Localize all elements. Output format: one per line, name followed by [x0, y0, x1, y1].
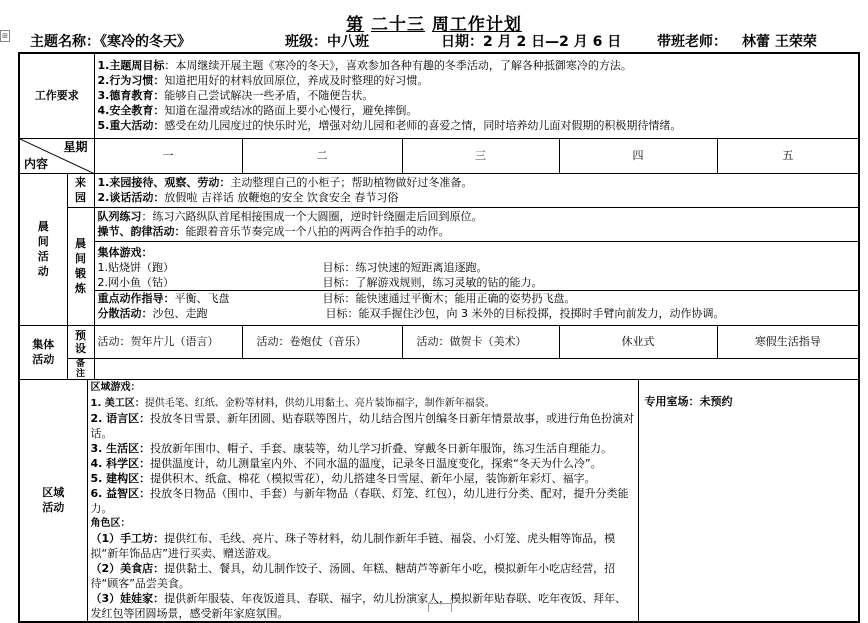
- area-item: 1. 美工区：提供毛笔、红纸、金粉等材料，供幼儿用黏土、亮片装饰福字，制作新年福袋。: [90, 397, 495, 409]
- role-item: （2）美食店：提供黏土、餐具，幼儿制作饺子、汤圆、年糕、糖葫芦等新年小吃，模拟新年小吃店经营，招待“顾客”品尝美食。: [90, 561, 616, 590]
- teacher-names: 林蕾 王荣荣: [742, 34, 817, 50]
- weekday-tuesday: 二: [242, 138, 402, 173]
- weekday-friday: 五: [717, 138, 859, 173]
- arrival-item: 2.谈话活动：放假啦 吉祥话 放鞭炮的安全 饮食安全 春节习俗: [97, 191, 399, 204]
- arrival-item: 1.来园接待、观察、劳动：主动整理自己的小柜子；帮助植物做好过冬准备。: [97, 176, 473, 189]
- weekday-header-row: [19, 138, 859, 173]
- page-scroll-marker: [428, 603, 452, 612]
- class-label: 班级：中八班: [285, 34, 369, 50]
- table-move-handle[interactable]: ⊞: [0, 30, 10, 42]
- formation-item: 队列练习：练习六路纵队首尾相接围成一个大圆圈，逆时针绕圈走后回到原位。: [97, 210, 483, 223]
- weekday-monday: 一: [94, 138, 242, 173]
- work-req-item: 5.重大活动：感受在幼儿园度过的快乐时光，增强对幼儿园和老师的喜爱之情，同时培养幼儿面对假期的积极期待情绪。: [97, 119, 682, 133]
- work-requirements-label: 工作要求: [19, 53, 94, 138]
- work-requirements-row: [19, 53, 859, 138]
- title-suffix: 周工作计划: [431, 15, 522, 35]
- theme-label: 主题名称：《寒冷的冬天》: [30, 34, 191, 50]
- games-content: [94, 241, 859, 325]
- preset-label: 预 设: [67, 325, 94, 358]
- group-activity-thursday: 休业式: [559, 325, 717, 358]
- area-activity-label: 区域 活动: [19, 379, 87, 622]
- work-req-item: 4.安全教育：知道在湿滑或结冰的路面上要小心慢行，避免摔倒。: [97, 104, 418, 118]
- corner-weekday-label: 星期: [63, 139, 88, 154]
- group-notes-content: [94, 358, 859, 379]
- game-item: 2.网小鱼（钻） 目标：了解游戏规则，练习灵敏的钻的能力。: [97, 276, 543, 289]
- scattered-item: 分散活动：沙包、走跑 目标：能双手握住沙包，向 3 米外的目标投掷，投掷时手臂向前发力，动作协调。: [97, 307, 725, 320]
- group-activity-monday: 活动：贺年片儿（语言）: [94, 325, 242, 358]
- group-activity-row: [19, 325, 859, 358]
- role-item: （3）娃娃家：提供新年服装、年夜饭道具、春联、福字，幼儿扮演家人，模拟新年贴春联、吃年夜饭、拜年、发红包等团圆场景，感受新年家庭氛围。: [90, 591, 627, 620]
- area-item: 6. 益智区：投放冬日物品（围巾、手套）与新年物品（春联、灯笼、红包），幼儿进行分类、配对，提升分类能力。: [90, 486, 629, 515]
- area-item: 3. 生活区：投放新年围巾、帽子、手套、康装等，幼儿学习折叠、穿戴冬日新年服饰，练习生活自理能力。: [90, 441, 613, 455]
- rhythm-item: 操节、韵律活动：能跟着音乐节奏完成一个八拍的两两合作拍手的动作。: [97, 225, 450, 238]
- weekday-wednesday: 三: [402, 138, 559, 173]
- area-games-content: [87, 379, 638, 622]
- morning-games-row: [19, 241, 859, 325]
- role-item: （1）手工坊：提供红布、毛线、亮片、珠子等材料，幼儿制作新年手链、福袋、小灯笼、虎头帽等饰品，模拟“新年饰品店”进行买卖、赠送游戏。: [90, 531, 616, 560]
- group-activity-wednesday: 活动：做贺卡（美术）: [402, 325, 559, 358]
- title-prefix: 第: [346, 15, 365, 35]
- morning-arrival-row: [19, 173, 859, 207]
- group-activity-label: 集体 活动: [19, 325, 67, 379]
- guidance-item: 重点动作指导：平衡、飞盘 目标：能快速通过平衡木；能用正确的姿势扔飞盘。: [95, 290, 859, 306]
- date-label: 日期：2 月 2 日—2 月 6 日: [441, 34, 622, 50]
- arrival-label: 来 园: [67, 173, 94, 207]
- area-item: 2. 语言区：投放冬日雪景、新年团圆、贴春联等图片，幼儿结合图片创编冬日新年情景故事，或进行角色扮演对话。: [90, 411, 635, 440]
- title-week-number: 二十三: [371, 15, 425, 35]
- group-activity-tuesday: 活动：卷炮仗（音乐）: [242, 325, 402, 358]
- morning-formation-row: [19, 207, 859, 241]
- weekday-corner-cell: [19, 138, 94, 173]
- group-activity-friday: 寒假生活指导: [717, 325, 859, 358]
- teacher-label: 带班老师：: [657, 34, 727, 50]
- game-item: 1.贴烧饼（跑） 目标：练习快速的短距离追逐跑。: [97, 261, 488, 274]
- roles-title: 角色区：: [90, 517, 131, 529]
- arrival-content: [94, 173, 859, 207]
- weekly-plan-table: [18, 52, 860, 623]
- work-req-item: 1.主题周目标：本周继续开展主题《寒冷的冬天》，喜欢参加各种有趣的冬季活动，了解各种抵御寒冷的方法。: [97, 59, 632, 73]
- special-room-content: 专用室场：未预约: [638, 379, 859, 622]
- work-requirements-content: [94, 53, 859, 138]
- formation-content: [94, 207, 859, 241]
- weekday-thursday: 四: [559, 138, 717, 173]
- morning-exercise-label: 晨 间 锻 炼: [67, 207, 94, 325]
- games-title: 集体游戏：: [97, 246, 153, 259]
- corner-content-label: 内容: [24, 156, 49, 171]
- area-item: 5. 建构区：提供积木、纸盒、棉花（模拟雪花），幼儿搭建冬日雪屋、新年小屋，装饰新年彩灯、福字。: [90, 471, 596, 485]
- group-notes-row: [19, 358, 859, 379]
- notes-label: 备 注: [67, 358, 94, 379]
- work-req-item: 2.行为习惯：知道把用好的材料放回原位，养成及时整理的好习惯。: [97, 74, 429, 88]
- area-activity-row: [19, 379, 859, 622]
- area-item: 4. 科学区：提供温度计，幼儿测量室内外、不同水温的温度，记录冬日温度变化，探索“冬天为什么冷”。: [90, 456, 602, 470]
- area-games-title: 区域游戏：: [90, 381, 141, 393]
- morning-activity-label: 晨 间 活 动: [19, 173, 67, 325]
- work-req-item: 3.德育教育：能够自己尝试解决一些矛盾，不随便告状。: [97, 89, 374, 103]
